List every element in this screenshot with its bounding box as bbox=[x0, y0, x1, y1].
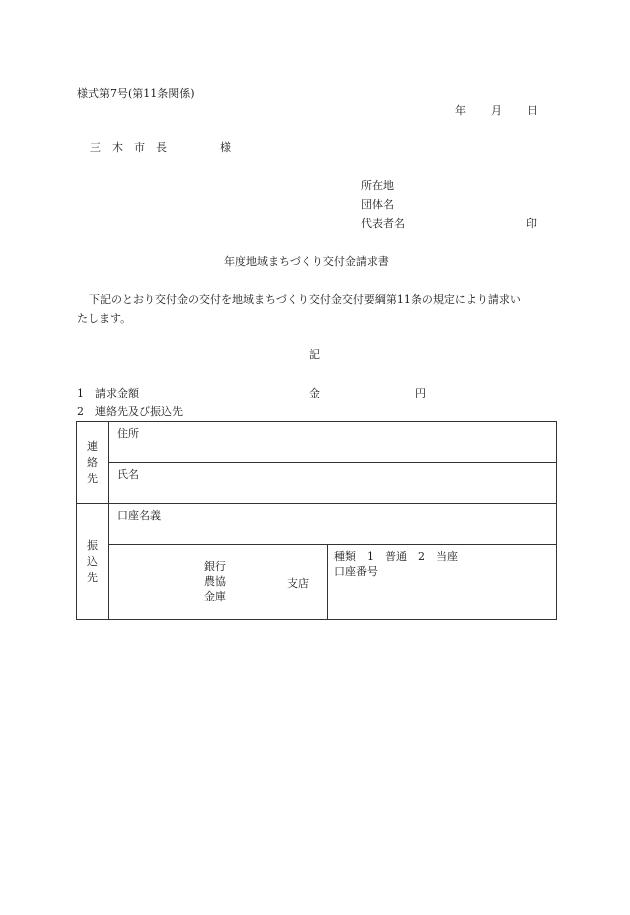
transfer-header-char: 込 bbox=[87, 554, 98, 568]
contact-header-char: 先 bbox=[87, 471, 98, 485]
amount-yen: 円 bbox=[415, 387, 426, 400]
bank-type-credit: 金庫 bbox=[204, 590, 226, 603]
transfer-header-char: 先 bbox=[87, 570, 98, 584]
amount-kin: 金 bbox=[309, 387, 320, 400]
name-cell[interactable] bbox=[109, 463, 557, 504]
addressee-name: 三 木 市 長 bbox=[90, 141, 167, 154]
date-day: 日 bbox=[527, 104, 538, 117]
item1-label: 請求金額 bbox=[95, 387, 139, 400]
account-number-label: 口座番号 bbox=[334, 565, 378, 578]
account-name-label: 口座名義 bbox=[117, 509, 161, 522]
document-title: 年度地域まちづくり交付金請求書 bbox=[224, 255, 389, 268]
applicant-address-label: 所在地 bbox=[361, 179, 394, 192]
item2-number: 2 bbox=[77, 405, 84, 418]
date-month: 月 bbox=[491, 104, 502, 117]
bank-type-bank: 銀行 bbox=[204, 560, 226, 573]
name-label: 氏名 bbox=[117, 468, 139, 481]
account-info-cell[interactable] bbox=[328, 545, 557, 620]
bank-type-agri: 農協 bbox=[204, 575, 226, 588]
transfer-header bbox=[77, 504, 109, 620]
account-name-cell[interactable] bbox=[109, 504, 557, 545]
applicant-rep-label: 代表者名 bbox=[361, 217, 405, 230]
item2-label: 連絡先及び振込先 bbox=[95, 405, 183, 418]
item1-number: 1 bbox=[77, 387, 84, 400]
contact-header-char: 連 bbox=[87, 439, 98, 453]
date-year: 年 bbox=[455, 104, 466, 117]
body-text-line1: 下記のとおり交付金の交付を地域まちづくり交付金交付要綱第11条の規定により請求い bbox=[89, 293, 521, 306]
account-type: 種類 1 普通 2 当座 bbox=[334, 550, 458, 563]
body-text-line2: たします。 bbox=[77, 312, 132, 325]
contact-header bbox=[77, 422, 109, 504]
seal-mark: 印 bbox=[526, 217, 537, 230]
contact-header-char: 絡 bbox=[87, 455, 98, 469]
branch-label: 支店 bbox=[287, 577, 309, 590]
transfer-header-char: 振 bbox=[87, 538, 98, 552]
addressee-honorific: 様 bbox=[220, 141, 231, 154]
ki-heading: 記 bbox=[309, 348, 320, 361]
applicant-group-label: 団体名 bbox=[361, 198, 394, 211]
form-number: 様式第7号(第11条関係) bbox=[77, 87, 195, 100]
contact-transfer-table bbox=[76, 421, 557, 620]
address-label: 住所 bbox=[117, 427, 139, 440]
bank-cell[interactable] bbox=[109, 545, 328, 620]
address-cell[interactable] bbox=[109, 422, 557, 463]
